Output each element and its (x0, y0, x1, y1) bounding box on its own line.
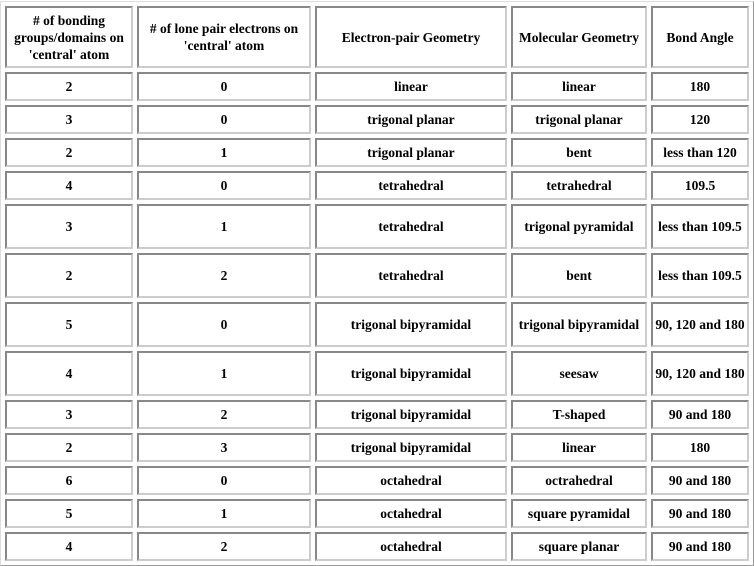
header-electron-pair-geometry: Electron-pair Geometry (315, 6, 507, 68)
electron-pair-geometry-cell: octahedral (315, 466, 507, 495)
bond-angle-cell: 90 and 180 (651, 532, 749, 561)
vsepr-geometry-table (0, 1, 754, 566)
table-row (5, 302, 749, 347)
bonding-groups-cell: 2 (5, 253, 133, 298)
electron-pair-geometry-cell: tetrahedral (315, 253, 507, 298)
lone-pairs-cell: 0 (137, 105, 311, 134)
table-row (5, 253, 749, 298)
bonding-groups-cell: 3 (5, 400, 133, 429)
bond-angle-cell: 180 (651, 433, 749, 462)
electron-pair-geometry-cell: trigonal bipyramidal (315, 302, 507, 347)
header-bonding-groups: # of bonding groups/domains on 'central' atom (5, 6, 133, 68)
molecular-geometry-cell: T-shaped (511, 400, 647, 429)
molecular-geometry-cell: square pyramidal (511, 499, 647, 528)
electron-pair-geometry-cell: tetrahedral (315, 204, 507, 249)
electron-pair-geometry-cell: trigonal planar (315, 105, 507, 134)
electron-pair-geometry-cell: octahedral (315, 532, 507, 561)
bond-angle-cell: 180 (651, 72, 749, 101)
bonding-groups-cell: 5 (5, 302, 133, 347)
electron-pair-geometry-cell: linear (315, 72, 507, 101)
molecular-geometry-cell: bent (511, 253, 647, 298)
bonding-groups-cell: 2 (5, 433, 133, 462)
molecular-geometry-cell: tetrahedral (511, 171, 647, 200)
lone-pairs-cell: 1 (137, 499, 311, 528)
bonding-groups-cell: 2 (5, 138, 133, 167)
header-bond-angle: Bond Angle (651, 6, 749, 68)
bond-angle-cell: less than 109.5 (651, 204, 749, 249)
molecular-geometry-cell: linear (511, 72, 647, 101)
bond-angle-cell: 109.5 (651, 171, 749, 200)
molecular-geometry-cell: bent (511, 138, 647, 167)
lone-pairs-cell: 2 (137, 532, 311, 561)
table-row (5, 433, 749, 462)
molecular-geometry-cell: octrahedral (511, 466, 647, 495)
table-row (5, 105, 749, 134)
table-row (5, 72, 749, 101)
bond-angle-cell: less than 109.5 (651, 253, 749, 298)
table-row (5, 204, 749, 249)
molecular-geometry-cell: trigonal planar (511, 105, 647, 134)
lone-pairs-cell: 1 (137, 204, 311, 249)
bonding-groups-cell: 5 (5, 499, 133, 528)
bonding-groups-cell: 4 (5, 171, 133, 200)
bonding-groups-cell: 6 (5, 466, 133, 495)
header-molecular-geometry: Molecular Geometry (511, 6, 647, 68)
lone-pairs-cell: 1 (137, 351, 311, 396)
bonding-groups-cell: 3 (5, 105, 133, 134)
electron-pair-geometry-cell: trigonal planar (315, 138, 507, 167)
electron-pair-geometry-cell: tetrahedral (315, 171, 507, 200)
table-row (5, 351, 749, 396)
bond-angle-cell: 90, 120 and 180 (651, 302, 749, 347)
table-row (5, 171, 749, 200)
table-row (5, 466, 749, 495)
electron-pair-geometry-cell: trigonal bipyramidal (315, 400, 507, 429)
electron-pair-geometry-cell: trigonal bipyramidal (315, 351, 507, 396)
bond-angle-cell: 90 and 180 (651, 400, 749, 429)
lone-pairs-cell: 2 (137, 253, 311, 298)
lone-pairs-cell: 0 (137, 302, 311, 347)
lone-pairs-cell: 0 (137, 171, 311, 200)
lone-pairs-cell: 3 (137, 433, 311, 462)
electron-pair-geometry-cell: octahedral (315, 499, 507, 528)
bonding-groups-cell: 4 (5, 532, 133, 561)
lone-pairs-cell: 2 (137, 400, 311, 429)
lone-pairs-cell: 0 (137, 466, 311, 495)
bonding-groups-cell: 4 (5, 351, 133, 396)
bond-angle-cell: 120 (651, 105, 749, 134)
header-row (5, 6, 749, 68)
table-row (5, 400, 749, 429)
lone-pairs-cell: 0 (137, 72, 311, 101)
molecular-geometry-cell: trigonal pyramidal (511, 204, 647, 249)
header-lone-pairs: # of lone pair electrons on 'central' atom (137, 6, 311, 68)
bond-angle-cell: less than 120 (651, 138, 749, 167)
molecular-geometry-cell: linear (511, 433, 647, 462)
bond-angle-cell: 90 and 180 (651, 499, 749, 528)
table-row (5, 138, 749, 167)
molecular-geometry-cell: trigonal bipyramidal (511, 302, 647, 347)
bonding-groups-cell: 2 (5, 72, 133, 101)
bond-angle-cell: 90 and 180 (651, 466, 749, 495)
molecular-geometry-cell: square planar (511, 532, 647, 561)
bonding-groups-cell: 3 (5, 204, 133, 249)
bond-angle-cell: 90, 120 and 180 (651, 351, 749, 396)
lone-pairs-cell: 1 (137, 138, 311, 167)
table-row (5, 532, 749, 561)
molecular-geometry-cell: seesaw (511, 351, 647, 396)
electron-pair-geometry-cell: trigonal bipyramidal (315, 433, 507, 462)
